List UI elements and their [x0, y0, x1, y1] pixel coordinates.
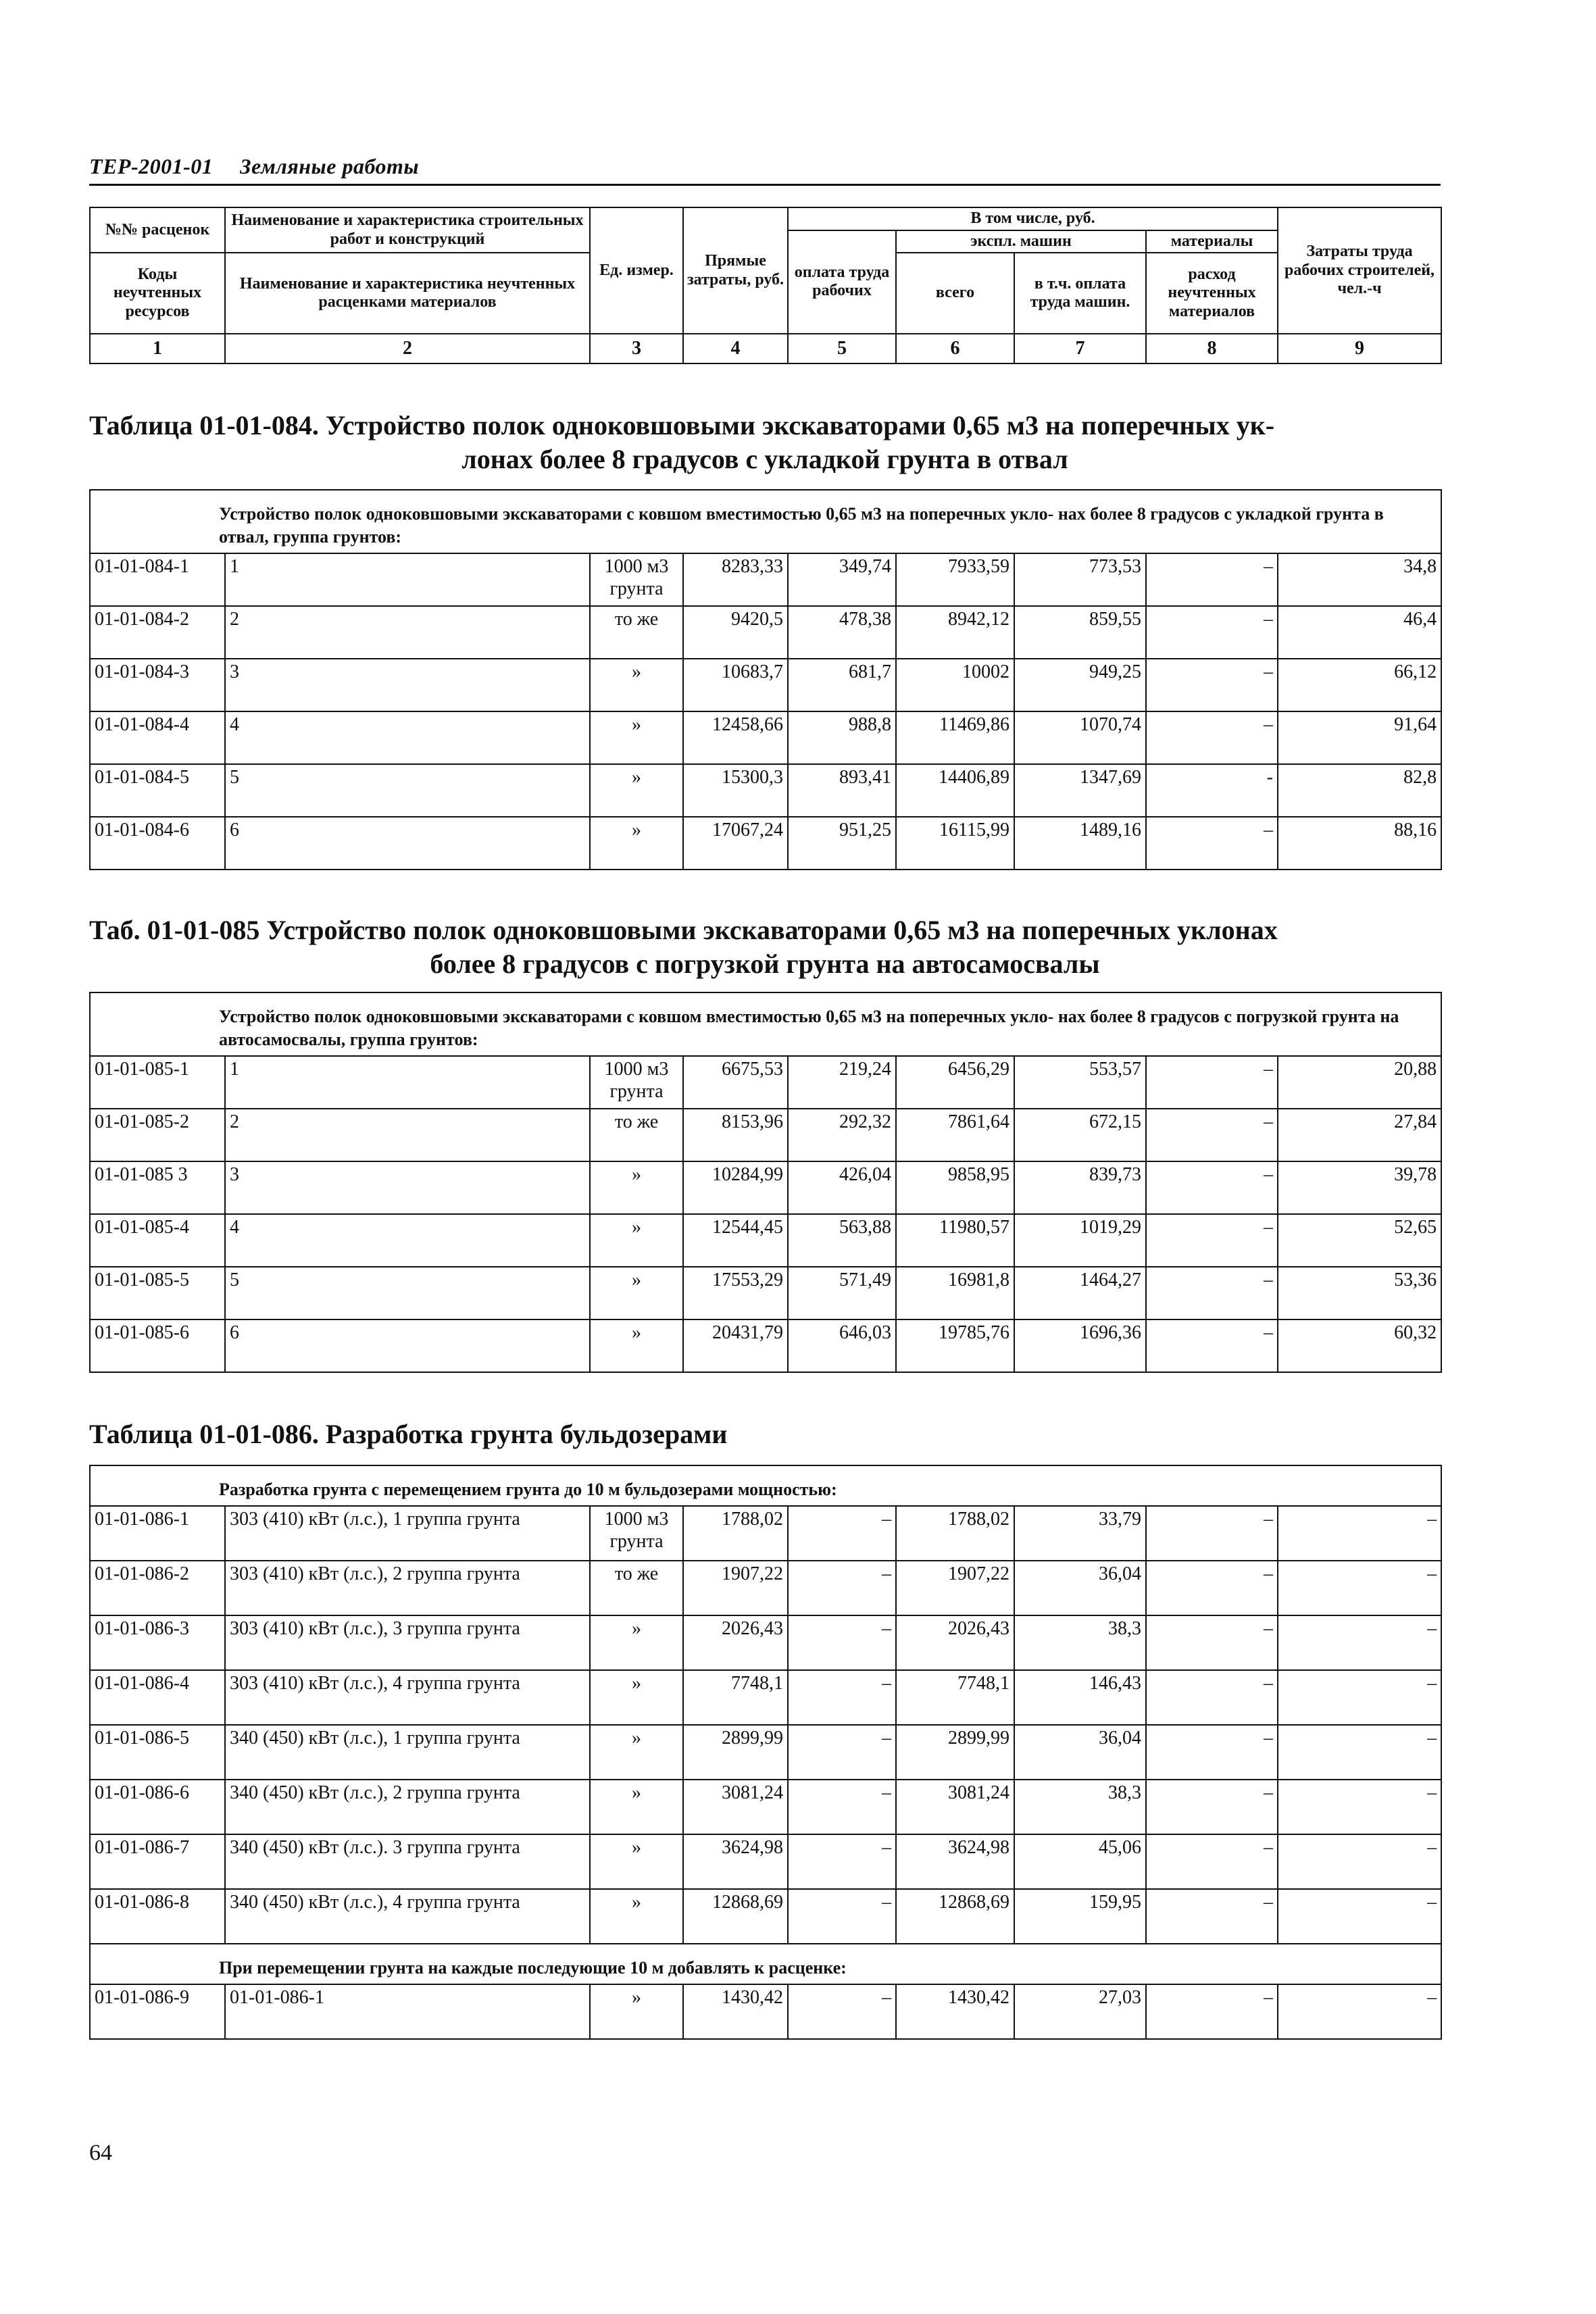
cell-mat: –	[1146, 1725, 1278, 1780]
cell-unit: то же	[590, 1561, 683, 1615]
cell-unit: »	[590, 1615, 683, 1670]
cell-mach: 8942,12	[896, 606, 1014, 659]
cell-mach: 6456,29	[896, 1056, 1014, 1109]
cell-mat: –	[1146, 606, 1278, 659]
table-row	[90, 817, 1441, 870]
cell-labor: –	[1278, 1615, 1441, 1670]
cell-labor: 20,88	[1278, 1056, 1441, 1109]
cell-code: 01-01-084-4	[90, 711, 225, 764]
cell-mach: 14406,89	[896, 764, 1014, 817]
hdr-machines-pay: в т.ч. оплата труда машин.	[1014, 253, 1146, 334]
cell-labor-pay: 893,41	[788, 764, 896, 817]
cell-name: 5	[225, 1267, 590, 1319]
cell-direct: 9420,5	[683, 606, 788, 659]
cell-mat: –	[1146, 1214, 1278, 1267]
table-row	[90, 764, 1441, 817]
cell-mach-pay: 1070,74	[1014, 711, 1146, 764]
cell-unit: »	[590, 817, 683, 870]
section-heading: Устройство полок одноковшовыми экскаваторами с ковшом вместимостью 0,65 м3 на поперечных укло- нах более 8 градусов с укладкой грунта в отвал, группа грунтов:	[90, 490, 1441, 553]
cell-mach: 11980,57	[896, 1214, 1014, 1267]
cell-mach: 1430,42	[896, 1984, 1014, 2039]
hdr-unit: Ед. измер.	[590, 207, 683, 334]
table-085	[89, 992, 1442, 1373]
cell-name: 6	[225, 1319, 590, 1372]
table-row	[90, 659, 1441, 711]
hdr-num: 3	[590, 334, 683, 363]
cell-mach-pay: 38,3	[1014, 1780, 1146, 1834]
cell-direct: 17067,24	[683, 817, 788, 870]
cell-labor: 27,84	[1278, 1109, 1441, 1161]
cell-labor-pay: –	[788, 1670, 896, 1725]
cell-direct: 2026,43	[683, 1615, 788, 1670]
cell-mat: –	[1146, 553, 1278, 606]
cell-labor: 53,36	[1278, 1267, 1441, 1319]
cell-name: 303 (410) кВт (л.с.), 4 группа грунта	[225, 1670, 590, 1725]
cell-labor: 46,4	[1278, 606, 1441, 659]
cell-direct: 7748,1	[683, 1670, 788, 1725]
cell-labor: 52,65	[1278, 1214, 1441, 1267]
cell-labor-pay: 426,04	[788, 1161, 896, 1214]
cell-name: 3	[225, 1161, 590, 1214]
cell-mach-pay: 672,15	[1014, 1109, 1146, 1161]
cell-name: 2	[225, 606, 590, 659]
hdr-num: 8	[1146, 334, 1278, 363]
cell-code: 01-01-085-6	[90, 1319, 225, 1372]
cell-unit: »	[590, 1984, 683, 2039]
cell-mat: –	[1146, 1615, 1278, 1670]
cell-name: 5	[225, 764, 590, 817]
cell-name: 4	[225, 711, 590, 764]
table-084	[89, 489, 1442, 870]
table-085-title-line2: более 8 градусов с погрузкой грунта на автосамосвалы	[430, 949, 1100, 979]
header-rule	[89, 184, 1441, 186]
cell-mat: –	[1146, 659, 1278, 711]
cell-labor-pay: –	[788, 1889, 896, 1944]
table-row	[90, 1506, 1441, 1561]
page-number: 64	[89, 2140, 112, 2165]
cell-direct: 3624,98	[683, 1834, 788, 1889]
cell-mach: 1788,02	[896, 1506, 1014, 1561]
cell-unit: »	[590, 1214, 683, 1267]
hdr-num: 5	[788, 334, 896, 363]
cell-name: 1	[225, 553, 590, 606]
cell-name: 6	[225, 817, 590, 870]
cell-mat: –	[1146, 1267, 1278, 1319]
cell-labor: –	[1278, 1889, 1441, 1944]
cell-direct: 15300,3	[683, 764, 788, 817]
cell-unit: »	[590, 711, 683, 764]
section-row	[90, 490, 1441, 553]
cell-unit: »	[590, 1267, 683, 1319]
hdr-materials: материалы	[1146, 230, 1278, 253]
cell-name: 340 (450) кВт (л.с.), 4 группа грунта	[225, 1889, 590, 1944]
cell-unit: »	[590, 1319, 683, 1372]
cell-labor: –	[1278, 1984, 1441, 2039]
cell-mat: –	[1146, 1984, 1278, 2039]
cell-mat: –	[1146, 1561, 1278, 1615]
running-header-code: ТЕР-2001-01	[89, 154, 214, 178]
cell-labor-pay: –	[788, 1725, 896, 1780]
cell-mach: 2026,43	[896, 1615, 1014, 1670]
cell-mat: –	[1146, 1780, 1278, 1834]
cell-code: 01-01-084-6	[90, 817, 225, 870]
cell-mach-pay: 1019,29	[1014, 1214, 1146, 1267]
cell-labor-pay: –	[788, 1984, 896, 2039]
table-row	[90, 553, 1441, 606]
cell-mach-pay: 45,06	[1014, 1834, 1146, 1889]
cell-labor: 88,16	[1278, 817, 1441, 870]
table-row	[90, 1319, 1441, 1372]
cell-direct: 10683,7	[683, 659, 788, 711]
cell-labor: –	[1278, 1834, 1441, 1889]
cell-unit: »	[590, 1780, 683, 1834]
cell-mach: 3624,98	[896, 1834, 1014, 1889]
table-row	[90, 1161, 1441, 1214]
cell-labor: 39,78	[1278, 1161, 1441, 1214]
cell-labor: –	[1278, 1670, 1441, 1725]
cell-mat: –	[1146, 1056, 1278, 1109]
cell-name: 303 (410) кВт (л.с.), 1 группа грунта	[225, 1506, 590, 1561]
cell-mach-pay: 1696,36	[1014, 1319, 1146, 1372]
cell-code: 01-01-084-5	[90, 764, 225, 817]
cell-code: 01-01-086-5	[90, 1725, 225, 1780]
table-085-title	[89, 913, 1441, 981]
cell-code: 01-01-085-5	[90, 1267, 225, 1319]
cell-mach: 7861,64	[896, 1109, 1014, 1161]
cell-mat: -	[1146, 764, 1278, 817]
cell-mach-pay: 1489,16	[1014, 817, 1146, 870]
table-row	[90, 1670, 1441, 1725]
cell-labor-pay: –	[788, 1834, 896, 1889]
cell-labor-pay: 478,38	[788, 606, 896, 659]
table-086-title-text: Таблица 01-01-086. Разработка грунта бульдозерами	[89, 1419, 728, 1449]
cell-mat: –	[1146, 1670, 1278, 1725]
cell-code: 01-01-086-9	[90, 1984, 225, 2039]
cell-code: 01-01-086-1	[90, 1506, 225, 1561]
hdr-codes-bottom: Коды неучтенных ресурсов	[90, 253, 225, 334]
cell-mach: 10002	[896, 659, 1014, 711]
table-084-title	[89, 409, 1441, 476]
cell-labor: 91,64	[1278, 711, 1441, 764]
cell-labor: 60,32	[1278, 1319, 1441, 1372]
hdr-num: 4	[683, 334, 788, 363]
cell-mat: –	[1146, 1506, 1278, 1561]
hdr-machines-total: всего	[896, 253, 1014, 334]
cell-unit: »	[590, 659, 683, 711]
cell-mat: –	[1146, 817, 1278, 870]
cell-labor-pay: –	[788, 1615, 896, 1670]
cell-code: 01-01-086-3	[90, 1615, 225, 1670]
cell-unit: 1000 м3 грунта	[590, 1056, 683, 1109]
cell-code: 01-01-085 3	[90, 1161, 225, 1214]
section-heading: Разработка грунта с перемещением грунта до 10 м бульдозерами мощностью:	[90, 1465, 1441, 1506]
cell-direct: 2899,99	[683, 1725, 788, 1780]
cell-mach: 3081,24	[896, 1780, 1014, 1834]
cell-mach-pay: 773,53	[1014, 553, 1146, 606]
section-row	[90, 1944, 1441, 1984]
cell-direct: 12544,45	[683, 1214, 788, 1267]
cell-labor: 34,8	[1278, 553, 1441, 606]
cell-direct: 12458,66	[683, 711, 788, 764]
cell-mach: 2899,99	[896, 1725, 1014, 1780]
cell-direct: 8153,96	[683, 1109, 788, 1161]
cell-direct: 1788,02	[683, 1506, 788, 1561]
cell-mach: 11469,86	[896, 711, 1014, 764]
table-row	[90, 1561, 1441, 1615]
cell-direct: 1907,22	[683, 1561, 788, 1615]
cell-mach-pay: 159,95	[1014, 1889, 1146, 1944]
cell-code: 01-01-086-7	[90, 1834, 225, 1889]
cell-labor-pay: 219,24	[788, 1056, 896, 1109]
cell-mach-pay: 33,79	[1014, 1506, 1146, 1561]
cell-mach-pay: 36,04	[1014, 1725, 1146, 1780]
cell-unit: »	[590, 1161, 683, 1214]
cell-labor: –	[1278, 1725, 1441, 1780]
table-row	[90, 1834, 1441, 1889]
cell-name: 4	[225, 1214, 590, 1267]
cell-mach-pay: 859,55	[1014, 606, 1146, 659]
table-row	[90, 1214, 1441, 1267]
cell-code: 01-01-086-6	[90, 1780, 225, 1834]
hdr-num: 2	[225, 334, 590, 363]
column-header-table	[89, 207, 1442, 364]
cell-direct: 8283,33	[683, 553, 788, 606]
cell-name: 340 (450) кВт (л.с.), 1 группа грунта	[225, 1725, 590, 1780]
cell-code: 01-01-085-2	[90, 1109, 225, 1161]
cell-code: 01-01-086-8	[90, 1889, 225, 1944]
cell-code: 01-01-085-4	[90, 1214, 225, 1267]
section-row	[90, 992, 1441, 1056]
table-084-title-line2: лонах более 8 градусов с укладкой грунта в отвал	[462, 444, 1068, 474]
cell-mach-pay: 36,04	[1014, 1561, 1146, 1615]
cell-name: 2	[225, 1109, 590, 1161]
table-row	[90, 711, 1441, 764]
cell-labor-pay: –	[788, 1506, 896, 1561]
table-084-title-line1: Таблица 01-01-084. Устройство полок одноковшовыми экскаваторами 0,65 м3 на поперечных ук-	[89, 410, 1275, 441]
cell-unit: »	[590, 1834, 683, 1889]
cell-mat: –	[1146, 1161, 1278, 1214]
cell-mach: 7748,1	[896, 1670, 1014, 1725]
cell-name: 1	[225, 1056, 590, 1109]
section-row	[90, 1465, 1441, 1506]
running-header	[89, 154, 446, 179]
table-row	[90, 1889, 1441, 1944]
cell-labor-pay: –	[788, 1561, 896, 1615]
cell-mach: 16115,99	[896, 817, 1014, 870]
cell-mat: –	[1146, 1109, 1278, 1161]
cell-unit: то же	[590, 1109, 683, 1161]
cell-mach-pay: 553,57	[1014, 1056, 1146, 1109]
cell-labor: 66,12	[1278, 659, 1441, 711]
cell-code: 01-01-084-3	[90, 659, 225, 711]
cell-mach-pay: 27,03	[1014, 1984, 1146, 2039]
table-row	[90, 1056, 1441, 1109]
cell-direct: 20431,79	[683, 1319, 788, 1372]
hdr-incl: В том числе, руб.	[788, 207, 1278, 230]
hdr-num: 1	[90, 334, 225, 363]
cell-code: 01-01-086-4	[90, 1670, 225, 1725]
cell-mat: –	[1146, 1889, 1278, 1944]
cell-mach: 16981,8	[896, 1267, 1014, 1319]
table-085-title-line1: Таб. 01-01-085 Устройство полок одноковшовыми экскаваторами 0,65 м3 на поперечных уклонах	[89, 915, 1278, 945]
table-row	[90, 1615, 1441, 1670]
cell-name: 303 (410) кВт (л.с.), 2 группа грунта	[225, 1561, 590, 1615]
cell-labor-pay: 951,25	[788, 817, 896, 870]
cell-code: 01-01-086-2	[90, 1561, 225, 1615]
cell-labor-pay: 571,49	[788, 1267, 896, 1319]
cell-mach: 1907,22	[896, 1561, 1014, 1615]
cell-labor: –	[1278, 1561, 1441, 1615]
cell-direct: 6675,53	[683, 1056, 788, 1109]
cell-labor: 82,8	[1278, 764, 1441, 817]
cell-labor-pay: –	[788, 1780, 896, 1834]
cell-mach-pay: 839,73	[1014, 1161, 1146, 1214]
hdr-num: 7	[1014, 334, 1146, 363]
cell-direct: 10284,99	[683, 1161, 788, 1214]
section-heading: При перемещении грунта на каждые последующие 10 м добавлять к расценке:	[90, 1944, 1441, 1984]
cell-mach: 19785,76	[896, 1319, 1014, 1372]
cell-mach: 12868,69	[896, 1889, 1014, 1944]
cell-name: 3	[225, 659, 590, 711]
hdr-num: 9	[1278, 334, 1441, 363]
table-row	[90, 606, 1441, 659]
cell-mach-pay: 38,3	[1014, 1615, 1146, 1670]
cell-mach-pay: 1347,69	[1014, 764, 1146, 817]
cell-direct: 1430,42	[683, 1984, 788, 2039]
cell-labor-pay: 646,03	[788, 1319, 896, 1372]
cell-code: 01-01-084-2	[90, 606, 225, 659]
hdr-materials-unaccounted: расход неучтенных материалов	[1146, 253, 1278, 334]
table-row	[90, 1109, 1441, 1161]
table-086	[89, 1465, 1442, 2040]
cell-mach: 7933,59	[896, 553, 1014, 606]
cell-labor-pay: 563,88	[788, 1214, 896, 1267]
table-row	[90, 1267, 1441, 1319]
cell-name: 303 (410) кВт (л.с.), 3 группа грунта	[225, 1615, 590, 1670]
cell-labor-pay: 988,8	[788, 711, 896, 764]
cell-mach-pay: 949,25	[1014, 659, 1146, 711]
cell-unit: »	[590, 764, 683, 817]
cell-mach: 9858,95	[896, 1161, 1014, 1214]
section-heading: Устройство полок одноковшовыми экскаваторами с ковшом вместимостью 0,65 м3 на поперечных укло- нах более 8 градусов с погрузкой грунта на автосамосвалы, группа грунтов:	[90, 992, 1441, 1056]
cell-labor-pay: 292,32	[788, 1109, 896, 1161]
cell-direct: 17553,29	[683, 1267, 788, 1319]
hdr-labor-pay: оплата труда рабочих	[788, 230, 896, 334]
cell-labor-pay: 681,7	[788, 659, 896, 711]
table-row	[90, 1780, 1441, 1834]
cell-name: 340 (450) кВт (л.с.), 2 группа грунта	[225, 1780, 590, 1834]
cell-direct: 12868,69	[683, 1889, 788, 1944]
cell-labor-pay: 349,74	[788, 553, 896, 606]
cell-mat: –	[1146, 1319, 1278, 1372]
table-086-title	[89, 1417, 1441, 1451]
cell-direct: 3081,24	[683, 1780, 788, 1834]
cell-unit: 1000 м3 грунта	[590, 553, 683, 606]
hdr-labor: Затраты труда рабочих строителей, чел.-ч	[1278, 207, 1441, 334]
cell-unit: 1000 м3 грунта	[590, 1506, 683, 1561]
hdr-direct: Прямые затраты, руб.	[683, 207, 788, 334]
cell-mach-pay: 1464,27	[1014, 1267, 1146, 1319]
cell-mat: –	[1146, 711, 1278, 764]
cell-unit: »	[590, 1670, 683, 1725]
cell-labor: –	[1278, 1780, 1441, 1834]
cell-unit: »	[590, 1725, 683, 1780]
cell-name: 01-01-086-1	[225, 1984, 590, 2039]
cell-unit: »	[590, 1889, 683, 1944]
cell-mat: –	[1146, 1834, 1278, 1889]
hdr-name-top: Наименование и характеристика строительных работ и конструкций	[225, 207, 590, 253]
cell-mach-pay: 146,43	[1014, 1670, 1146, 1725]
cell-unit: то же	[590, 606, 683, 659]
hdr-codes-top: №№ расценок	[90, 207, 225, 253]
hdr-machines: экспл. машин	[896, 230, 1146, 253]
cell-labor: –	[1278, 1506, 1441, 1561]
hdr-num: 6	[896, 334, 1014, 363]
running-header-section: Земляные работы	[240, 154, 420, 178]
hdr-name-bottom: Наименование и характеристика неучтенных расценками материалов	[225, 253, 590, 334]
cell-code: 01-01-084-1	[90, 553, 225, 606]
table-row	[90, 1725, 1441, 1780]
cell-code: 01-01-085-1	[90, 1056, 225, 1109]
cell-name: 340 (450) кВт (л.с.). 3 группа грунта	[225, 1834, 590, 1889]
table-row	[90, 1984, 1441, 2039]
